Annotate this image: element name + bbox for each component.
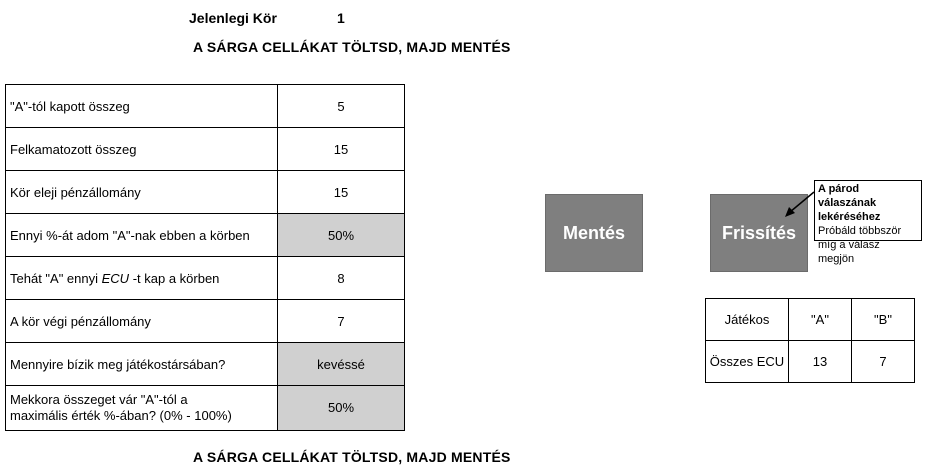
table-row	[6, 343, 405, 386]
label-line: Mekkora összeget vár "A"-tól a	[10, 392, 188, 407]
callout-text-line: míg a válasz megjön	[818, 239, 880, 265]
row-value-a-receives: 8	[278, 257, 405, 300]
row-label-give-percent: Ennyi %-át adom "A"-nak ebben a körben	[6, 214, 278, 257]
label-part: Tehát "A" ennyi	[10, 270, 102, 286]
callout-title-line: lekéréséhez	[818, 211, 881, 223]
row-label-start-balance: Kör eleji pénzállomány	[6, 171, 278, 214]
table-row	[6, 171, 405, 214]
label-part: -t kap a körben	[129, 270, 220, 286]
instruction-top: A SÁRGA CELLÁKAT TÖLTSD, MAJD MENTÉS	[193, 39, 511, 55]
label-line: maximális érték %-ában? (0% - 100%)	[10, 408, 232, 423]
row-value-interest: 15	[278, 128, 405, 171]
expected-percent-input[interactable]: 50%	[278, 386, 405, 431]
row-value-received: 5	[278, 85, 405, 128]
row-label-end-balance: A kör végi pénzállomány	[6, 300, 278, 343]
save-button[interactable]: Mentés	[545, 194, 643, 272]
callout-title-line: A párod válaszának	[818, 183, 877, 209]
refresh-button[interactable]: Frissítés	[710, 194, 808, 272]
score-value-a: 13	[789, 341, 852, 383]
row-label-received: "A"-tól kapott összeg	[6, 85, 278, 128]
round-value: 1	[337, 10, 345, 26]
table-row	[6, 300, 405, 343]
round-label: Jelenlegi Kör	[189, 10, 277, 26]
callout-text-line: Próbáld többször	[818, 225, 902, 237]
main-table	[5, 84, 405, 431]
table-row	[6, 214, 405, 257]
refresh-callout	[814, 180, 922, 265]
table-row	[6, 257, 405, 300]
score-header-a: "A"	[789, 299, 852, 341]
trust-select[interactable]: kevéssé	[278, 343, 405, 386]
row-label-interest: Felkamatozott összeg	[6, 128, 278, 171]
label-ecu-em: ECU	[101, 270, 130, 286]
row-value-start-balance: 15	[278, 171, 405, 214]
table-row	[6, 386, 405, 431]
table-row	[706, 341, 915, 383]
table-row	[706, 299, 915, 341]
score-row-label: Összes ECU	[706, 341, 789, 383]
score-header-b: "B"	[852, 299, 915, 341]
row-label-a-receives	[6, 257, 278, 300]
row-label-trust: Mennyire bízik meg játékostársában?	[6, 343, 278, 386]
callout-arrow-icon	[780, 190, 816, 220]
score-value-b: 7	[852, 341, 915, 383]
instruction-bottom: A SÁRGA CELLÁKAT TÖLTSD, MAJD MENTÉS	[193, 449, 511, 465]
give-percent-input[interactable]: 50%	[278, 214, 405, 257]
row-label-expected	[6, 386, 278, 431]
score-header-player: Játékos	[706, 299, 789, 341]
table-row	[6, 128, 405, 171]
score-table	[705, 298, 915, 383]
table-row	[6, 85, 405, 128]
row-value-end-balance: 7	[278, 300, 405, 343]
